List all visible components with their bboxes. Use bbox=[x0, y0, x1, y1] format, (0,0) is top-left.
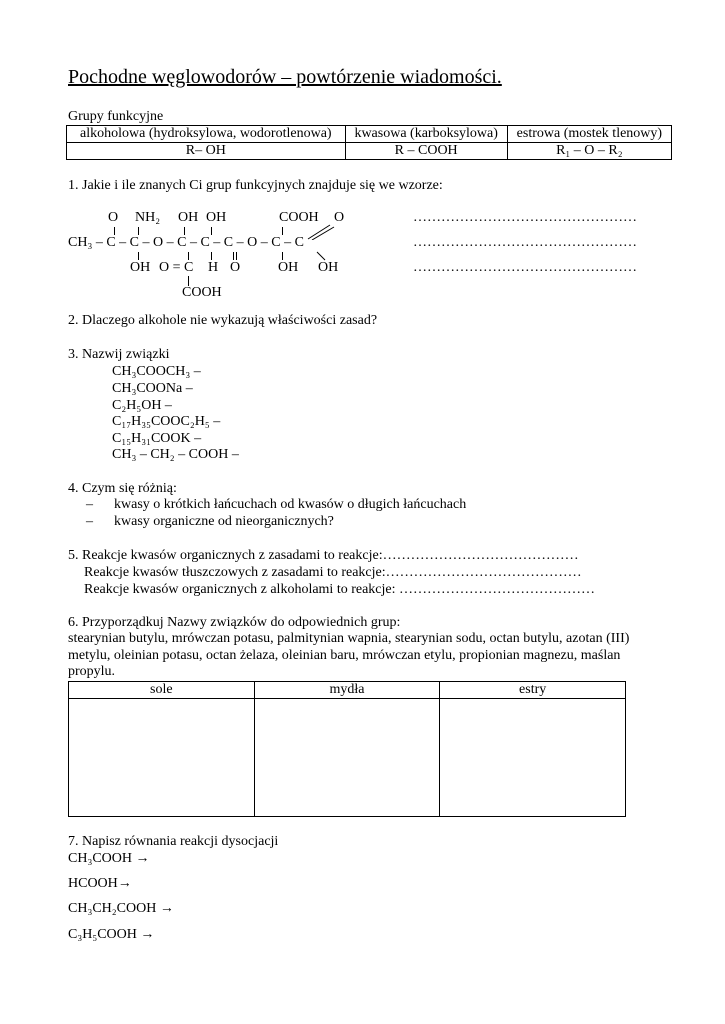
formula-atom: COOH bbox=[279, 210, 319, 225]
formula-atom: OH bbox=[178, 210, 199, 225]
column-header-sole: sole bbox=[69, 682, 255, 699]
formula-atom: OH bbox=[318, 260, 339, 275]
functional-groups-table bbox=[66, 125, 672, 160]
column-header-estry: estry bbox=[440, 682, 626, 699]
question-5: 5. Reakcje kwasów organicznych z zasadami to reakcje:…………………………………… bbox=[68, 548, 579, 563]
list-item-text: kwasy organiczne od nieorganicznych? bbox=[114, 514, 334, 529]
question-3: 3. Nazwij związki bbox=[68, 347, 170, 362]
compound-item: CH₃ – CH₂ – COOH – bbox=[112, 447, 239, 462]
double-bond-icon bbox=[306, 224, 338, 240]
answer-cell-sole[interactable] bbox=[69, 699, 255, 817]
formula-atom: O bbox=[108, 210, 119, 225]
formula-atom: OH bbox=[278, 260, 299, 275]
bond-line bbox=[188, 252, 189, 260]
answer-line: ………………………………………… bbox=[413, 260, 637, 275]
answer-cell-estry[interactable] bbox=[440, 699, 626, 817]
compound-item: C₂H₅OH – bbox=[112, 398, 172, 413]
formula-atom: OH bbox=[130, 260, 151, 275]
bond-line bbox=[211, 252, 212, 260]
bond-line bbox=[138, 227, 139, 235]
formula-main-chain: CH₃ – C – C – O – C – C – C – O – C – C bbox=[68, 235, 304, 250]
answer-line: ………………………………………… bbox=[413, 235, 637, 250]
list-item-text: kwasy o krótkich łańcuchach od kwasów o długich łańcuchach bbox=[114, 497, 467, 512]
question-7: 7. Napisz równania reakcji dysocjacji bbox=[68, 834, 279, 849]
formula-atom: H bbox=[208, 260, 219, 275]
bond-line bbox=[184, 227, 185, 235]
question-2: 2. Dlaczego alkohole nie wykazują właściwości zasad? bbox=[68, 313, 378, 328]
bond-line bbox=[282, 252, 283, 260]
formula-atom: O bbox=[230, 260, 241, 275]
table-header: kwasowa (karboksylowa) bbox=[345, 126, 507, 143]
list-item bbox=[86, 497, 466, 513]
compound-list-line: stearynian butylu, mrówczan potasu, palmitynian wapnia, stearynian sodu, octan butylu, azotan (III) bbox=[68, 631, 630, 646]
table-header: estrowa (mostek tlenowy) bbox=[507, 126, 671, 143]
equation-item: HCOOH→ bbox=[68, 876, 132, 891]
table-cell: R– OH bbox=[67, 143, 346, 160]
equation-item: CH₃COOH → bbox=[68, 851, 150, 866]
formula-atom: O bbox=[334, 210, 345, 225]
compound-item: C₁₇H₃₅COOC₂H₅ – bbox=[112, 414, 221, 429]
table-header: alkoholowa (hydroksylowa, wodorotlenowa) bbox=[67, 126, 346, 143]
question-5-line: Reakcje kwasów tłuszczowych z zasadami to reakcje:…………………………………… bbox=[84, 565, 582, 580]
bullet: – bbox=[86, 514, 93, 529]
formula-atom: NH₂ bbox=[135, 210, 161, 225]
compound-item: CH₃COOCH₃ – bbox=[112, 364, 201, 379]
compound-item: CH₃COONa – bbox=[112, 381, 193, 396]
table-cell: R₁ – O – R₂ bbox=[507, 143, 671, 160]
table-cell: R – COOH bbox=[345, 143, 507, 160]
bond-line bbox=[233, 252, 234, 260]
question-5-line: Reakcje kwasów organicznych z alkoholami to reakcje: …………………………………… bbox=[84, 582, 596, 597]
groups-label: Grupy funkcyjne bbox=[68, 109, 164, 124]
bullet: – bbox=[86, 497, 93, 512]
list-item bbox=[86, 514, 334, 530]
answer-cell-mydla[interactable] bbox=[254, 699, 440, 817]
equation-item: C₃H₅COOH → bbox=[68, 927, 155, 942]
bond-line bbox=[211, 227, 212, 235]
question-4: 4. Czym się różnią: bbox=[68, 481, 177, 496]
bond-line bbox=[236, 252, 237, 260]
formula-atom: O = C bbox=[159, 260, 194, 275]
compound-list-line: metylu, oleinian potasu, octan żelaza, oleinian baru, mrówczan etylu, propionian magnezu, maślan bbox=[68, 648, 621, 663]
bond-line bbox=[282, 227, 283, 235]
question-1: 1. Jakie i ile znanych Ci grup funkcyjnych znajduje się we wzorze: bbox=[68, 178, 443, 193]
formula-atom: OH bbox=[206, 210, 227, 225]
compound-item: C₁₅H₃₁COOK – bbox=[112, 431, 202, 446]
page-title: Pochodne węglowodorów – powtórzenie wiadomości. bbox=[68, 66, 502, 88]
equation-item: CH₃CH₂COOH → bbox=[68, 901, 174, 916]
formula-atom: COOH bbox=[182, 285, 222, 300]
compound-list-line: propylu. bbox=[68, 664, 116, 679]
answer-line: ………………………………………… bbox=[413, 210, 637, 225]
column-header-mydla: mydła bbox=[254, 682, 440, 699]
bond-line bbox=[138, 252, 139, 260]
bond-line bbox=[114, 227, 115, 235]
classification-table bbox=[68, 681, 626, 817]
question-6: 6. Przyporządkuj Nazwy związków do odpowiednich grup: bbox=[68, 615, 401, 630]
